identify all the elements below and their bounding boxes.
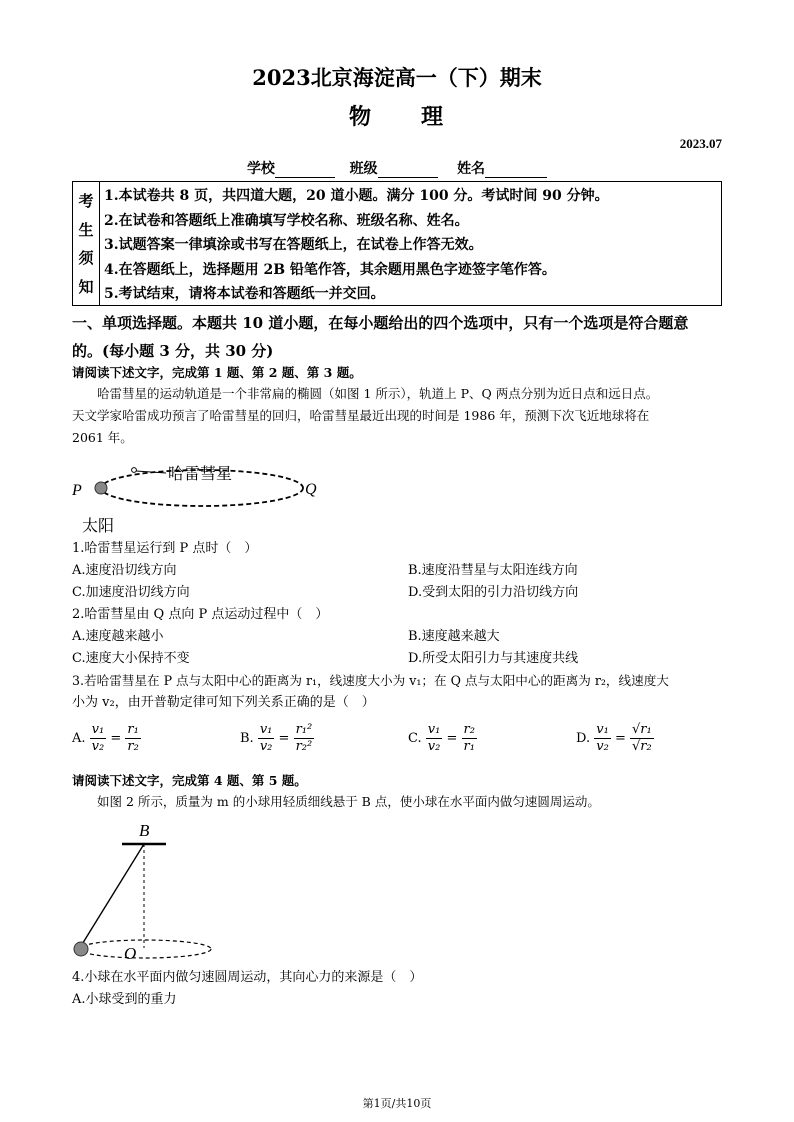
option-a: A.速度越来越小: [72, 629, 164, 644]
q-label: Q: [305, 481, 317, 498]
notice-item: 3.试题答案一律填涂或书写在答题纸上，在试卷上作答无效。: [104, 237, 483, 254]
question-stem: 1.哈雷彗星运行到 P 点时（ ）: [72, 541, 258, 556]
name-blank: [485, 165, 547, 178]
exam-date: 2023.07: [679, 136, 722, 151]
sun-icon: [95, 482, 107, 494]
notice-item: 5.考试结束，请将本试卷和答题纸一并交回。: [104, 286, 385, 303]
group1-passage-line: 哈雷彗星的运动轨道是一个非常扁的椭圆（如图 1 所示），轨道上 P、Q 两点分别为近日点和远日点。: [97, 386, 659, 401]
p-label: P: [72, 482, 82, 499]
notice-items: [104, 184, 717, 307]
formula-option-b: B. $\frac{\text{v₁}}{\text{v₂}}$ = $\frac{\text{r₁²}}{\text{r₂²}}$: [240, 722, 313, 754]
group1-instruction: 请阅读下述文字，完成第 1 题、第 2 题、第 3 题。: [72, 365, 362, 380]
school-label: 学校: [246, 161, 275, 177]
option-c: C.速度大小保持不变: [72, 651, 190, 666]
name-label: 姓名: [457, 161, 486, 177]
group2-instruction: 请阅读下述文字，完成第 4 题、第 5 题。: [72, 773, 307, 788]
notice-item: 2.在试卷和答题纸上准确填写学校名称、班级名称、姓名。: [104, 212, 469, 229]
option-d: D.受到太阳的引力沿切线方向: [408, 585, 579, 600]
pendulum-figure: [70, 818, 250, 966]
option-b: B.速度越来越大: [408, 629, 500, 644]
notice-item: 1.本试卷共 8 页，共四道大题，20 道小题。满分 100 分。考试时间 90 分钟。: [104, 188, 609, 204]
option-c: C.加速度沿切线方向: [72, 585, 190, 600]
comet-icon: [132, 468, 137, 473]
ball-icon: [74, 942, 88, 956]
class-blank: [378, 165, 438, 178]
subject-title: 物 理: [348, 104, 445, 130]
sun-label: 太阳: [82, 516, 115, 535]
formula-option-c: C. $\frac{\text{v₁}}{\text{v₂}}$ = $\frac{\text{r₂}}{\text{r₁}}$: [408, 722, 475, 754]
string-line: [81, 844, 144, 946]
section-heading: 一、单项选择题。本题共 10 道小题，在每小题给出的四个选项中，只有一个选项是符合题意 的。(每小题 3 分，共 30 分): [72, 314, 689, 360]
option-b: B.速度沿彗星与太阳连线方向: [408, 563, 578, 578]
student-info-line: [0, 158, 794, 178]
notice-item: 4.在答题纸上，选择题用 2B 铅笔作答，其余题用黑色字迹签字笔作答。: [104, 261, 556, 278]
comet-label: 哈雷彗星: [168, 464, 233, 483]
page-footer: 第1页/共10页: [362, 1097, 432, 1110]
question-stem: 2.哈雷彗星由 Q 点向 P 点运动过程中（ ）: [72, 607, 329, 622]
question-stem: 3.若哈雷彗星在 P 点与太阳中心的距离为 r₁，线速度大小为 v₁；在 Q 点与太阳中心的距离为 r₂，线速度大: [72, 673, 669, 688]
o-label: O: [124, 944, 137, 963]
notice-side-label: 考 生 须 知: [73, 182, 100, 305]
option-a: A.速度沿切线方向: [72, 563, 177, 578]
comet-orbit-figure: [70, 455, 330, 540]
formula-option-a: A. $\frac{\text{v₁}}{\text{v₂}}$ = $\frac{\text{r₁}}{\text{r₂}}$: [72, 722, 139, 754]
group2-passage: 如图 2 所示，质量为 m 的小球用轻质细线悬于 B 点，使小球在水平面内做匀速圆周运动。: [97, 794, 600, 809]
school-blank: [275, 165, 335, 178]
b-label: B: [139, 821, 150, 840]
exam-title: 2023北京海淀高一（下）期末: [252, 65, 542, 90]
class-label: 班级: [349, 161, 378, 177]
question-stem: 4.小球在水平面内做匀速圆周运动，其向心力的来源是（ ）: [72, 970, 423, 985]
formula-option-d: D. $\frac{\text{v₁}}{\text{v₂}}$ = $\frac{\text{√r₁}}{\text{√r₂}}$: [576, 722, 652, 754]
option-a: A.小球受到的重力: [72, 992, 177, 1007]
option-d: D.所受太阳引力与其速度共线: [408, 651, 579, 666]
group1-passage-line: 2061 年。: [72, 430, 133, 445]
question-stem-cont: 小为 v₂，由开普勒定律可知下列关系正确的是（ ）: [72, 695, 375, 710]
group1-passage-line: 天文学家哈雷成功预言了哈雷彗星的回归，哈雷彗星最近出现的时间是 1986 年，预测下次飞近地球将在: [72, 408, 650, 423]
candidate-notice-box: [72, 181, 722, 306]
circular-path: [79, 940, 211, 958]
